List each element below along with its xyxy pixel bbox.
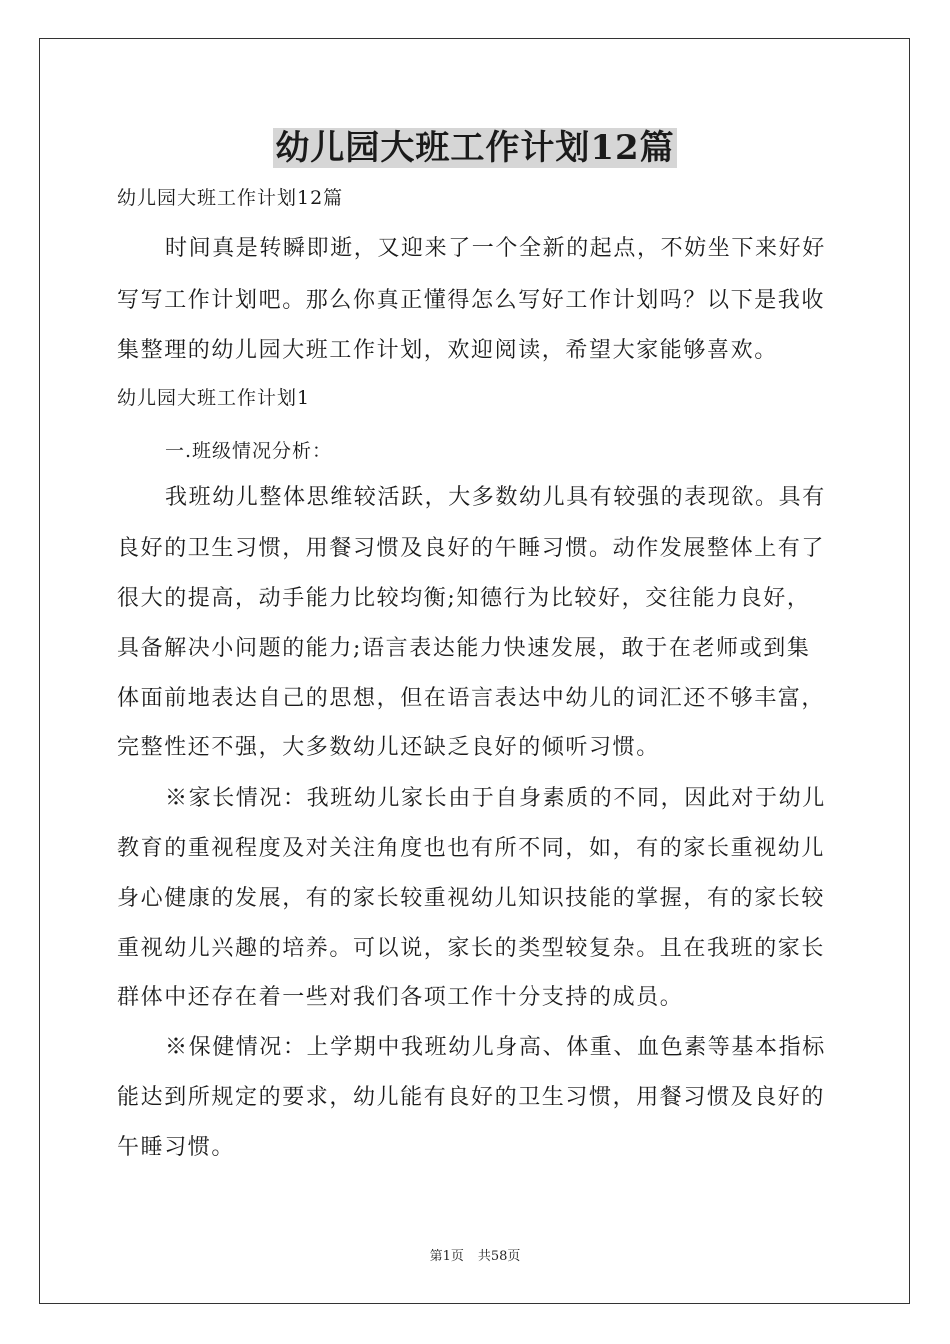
paragraph-line: ※家长情况：我班幼儿家长由于自身素质的不同，因此对于幼儿	[165, 786, 826, 811]
paragraph-line: 能达到所规定的要求，幼儿能有良好的卫生习惯，用餐习惯及良好的	[117, 1085, 826, 1110]
paragraph-line: 很大的提高，动手能力比较均衡;知德行为比较好，交往能力良好，	[117, 586, 811, 611]
paragraph-line: 具备解决小问题的能力;语言表达能力快速发展，敢于在老师或到集	[117, 636, 811, 661]
paragraph-line: 完整性还不强，大多数幼儿还缺乏良好的倾听习惯。	[117, 735, 660, 760]
title-text: 幼儿园大班工作计划12篇	[275, 128, 675, 168]
section-subheading: 一.班级情况分析：	[165, 440, 333, 462]
paragraph-line: 群体中还存在着一些对我们各项工作十分支持的成员。	[117, 985, 684, 1010]
intro-line: 时间真是转瞬即逝，又迎来了一个全新的起点，不妨坐下来好好	[165, 236, 826, 261]
paragraph-line: 身心健康的发展，有的家长较重视幼儿知识技能的掌握，有的家长较	[117, 886, 826, 911]
page-border	[39, 38, 910, 1304]
page-number: 第1页	[429, 1249, 464, 1264]
paragraph-line: 午睡习惯。	[117, 1135, 236, 1160]
paragraph-line: ※保健情况：上学期中我班幼儿身高、体重、血色素等基本指标	[165, 1035, 826, 1060]
intro-line: 写写工作计划吧。那么你真正懂得怎么写好工作计划吗？以下是我收	[117, 288, 826, 313]
intro-line: 集整理的幼儿园大班工作计划，欢迎阅读，希望大家能够喜欢。	[117, 338, 778, 363]
page-footer	[0, 1248, 950, 1266]
paragraph-line: 教育的重视程度及对关注角度也也有所不同，如，有的家长重视幼儿	[117, 836, 826, 861]
paragraph-line: 体面前地表达自己的思想，但在语言表达中幼儿的词汇还不够丰富，	[117, 686, 826, 711]
paragraph-line: 我班幼儿整体思维较活跃，大多数幼儿具有较强的表现欲。具有	[165, 485, 826, 510]
paragraph-line: 重视幼儿兴趣的培养。可以说，家长的类型较复杂。且在我班的家长	[117, 936, 826, 961]
section-heading: 幼儿园大班工作计划1	[117, 387, 311, 409]
page-total: 共58页	[477, 1249, 521, 1264]
subtitle: 幼儿园大班工作计划12篇	[117, 187, 344, 209]
document-title	[0, 124, 950, 172]
paragraph-line: 良好的卫生习惯，用餐习惯及良好的午睡习惯。动作发展整体上有了	[117, 536, 826, 561]
